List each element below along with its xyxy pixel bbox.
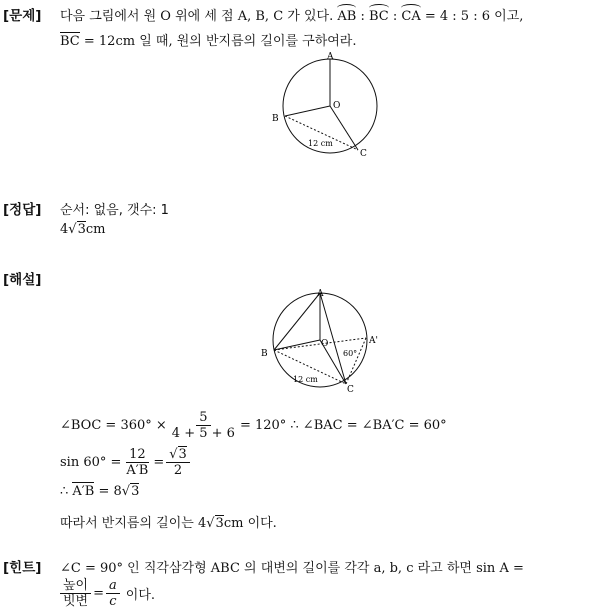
label-o-2: O <box>321 339 329 349</box>
eq3-equals: = 8 <box>98 484 122 499</box>
hint-numerator-word: 높이 <box>60 578 91 594</box>
answer-coef: 4 <box>60 222 69 237</box>
hint-denominator-word: 빗변 <box>63 593 89 609</box>
eq2-fraction <box>123 447 151 478</box>
hint-end: 이다. <box>125 587 156 603</box>
arc-bc: BC <box>368 9 389 24</box>
eq-result: ∴ A′B = 8√3 <box>60 484 140 499</box>
hint-tag: [힌트] <box>3 560 42 576</box>
eq2-rhs-fraction <box>166 447 190 478</box>
eq2-numerator: 12 <box>126 447 149 463</box>
arc-ratio: = 4 : 5 : 6 <box>424 9 490 24</box>
radius-ob <box>285 106 330 116</box>
answer-meta: 순서: 없음, 갯수: 1 <box>60 203 169 218</box>
eq1-lhs: ∠BOC = 360° × <box>60 417 167 433</box>
eq1-denominator: 4 + 5 + 6 <box>171 425 235 441</box>
problem-intro: 다음 그림에서 원 O 위에 세 점 A, B, C 가 있다. <box>60 9 334 24</box>
label-length: 12 cm <box>308 139 333 148</box>
hint-denominator-letter: c <box>109 593 117 609</box>
eq2-rhs-radicand: 3 <box>178 446 187 462</box>
hint-line-2 <box>58 575 155 611</box>
problem-line-1-end: 이고, <box>494 9 524 24</box>
segment-a-prime-b: A′B <box>72 484 95 499</box>
hint-numerator-letter: a <box>106 578 120 594</box>
eq1-rhs: = 120° ∴ ∠BAC = ∠BA′C = 60° <box>239 417 447 433</box>
hint-line-1: ∠C = 90° 인 직각삼각형 ABC 의 대변의 길이를 각각 a, b, c 라고 하면 sin A = <box>60 561 524 576</box>
eq2-rhs-denominator: 2 <box>173 462 183 478</box>
label-c: C <box>360 149 367 159</box>
eq3-therefore: ∴ <box>60 484 69 499</box>
explanation-figure <box>255 286 385 396</box>
problem-line-2-rest: = 12cm 일 때, 원의 반지름의 길이를 구하여라. <box>83 34 357 49</box>
answer-unit: cm <box>85 222 106 237</box>
eq2-rhs-numerator: √3 <box>166 447 190 463</box>
answer-tag: [정답] <box>3 202 42 218</box>
eq-sine <box>60 444 192 480</box>
explanation-tag: [해설] <box>3 272 42 288</box>
eq1-numerator: 5 <box>196 410 210 426</box>
label-c-2: C <box>347 385 354 395</box>
eq2-lhs: sin 60° = <box>60 454 122 470</box>
label-length-2: 12 cm <box>293 375 318 384</box>
answer-value: 4√3cm <box>60 222 106 237</box>
label-a-prime: A' <box>369 336 378 346</box>
label-a: A <box>327 52 334 62</box>
label-angle: 60° <box>343 349 358 358</box>
answer-radicand: 3 <box>77 222 86 237</box>
segment-bc: BC <box>60 34 80 49</box>
label-o: O <box>333 101 341 111</box>
eq1-fraction <box>169 410 238 441</box>
label-a-2: A <box>317 289 324 299</box>
label-b: B <box>272 114 279 124</box>
eq-angle-boc <box>60 408 447 442</box>
conclusion-post: cm 이다. <box>223 516 277 531</box>
arc-ca: CA <box>401 9 421 24</box>
conclusion-radicand: 3 <box>215 516 224 531</box>
problem-line-2 <box>60 30 357 49</box>
eq2-equals: = <box>153 454 165 470</box>
arc-ab: AB <box>337 9 357 24</box>
problem-tag: [문제] <box>3 8 42 24</box>
problem-figure <box>266 50 396 160</box>
hint-equals: = <box>93 585 105 601</box>
eq3-radicand: 3 <box>131 484 140 499</box>
conclusion: 따라서 반지름의 길이는 4√3cm 이다. <box>60 516 277 531</box>
hint-fraction-letters <box>106 578 120 609</box>
eq2-denominator: A′B <box>126 462 149 478</box>
conclusion-pre: 따라서 반지름의 길이는 4 <box>60 516 207 531</box>
label-b-2: B <box>261 349 268 359</box>
hint-fraction-words <box>60 578 91 609</box>
problem-line-1: 다음 그림에서 원 O 위에 세 점 A, B, C 가 있다. AB : BC : CA = 4 : 5 : 6 이고, <box>60 9 524 24</box>
